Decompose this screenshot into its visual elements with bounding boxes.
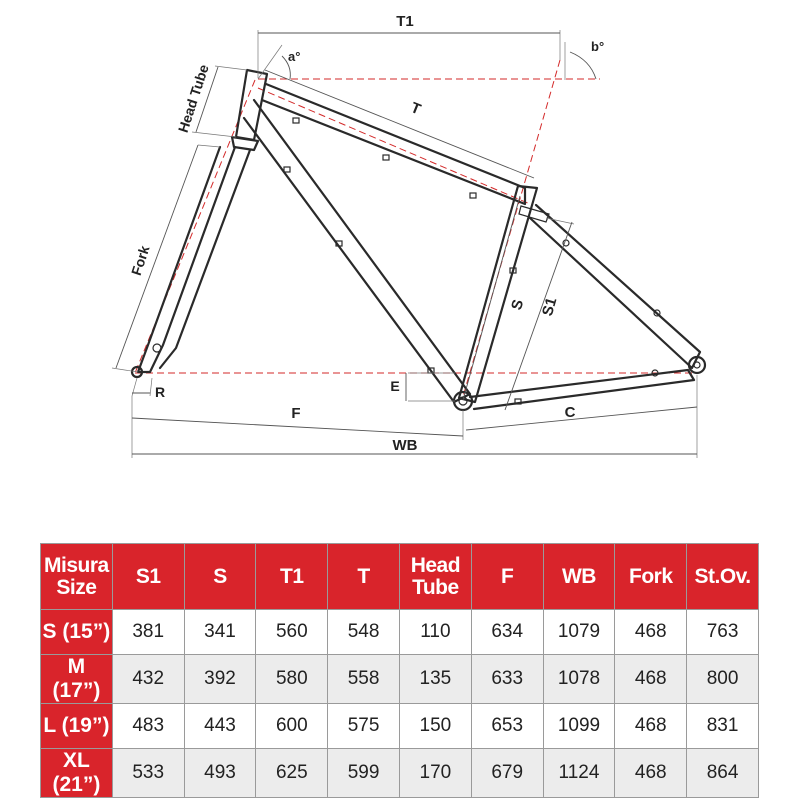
table-cell: 763 <box>687 610 759 655</box>
table-cell: 1099 <box>543 704 615 749</box>
table-cell: 392 <box>184 655 256 704</box>
table-cell: 341 <box>184 610 256 655</box>
table-cell: 135 <box>399 655 471 704</box>
label-e: E <box>390 378 400 394</box>
table-corner-header <box>41 544 113 610</box>
label-wb: WB <box>392 437 418 454</box>
corner-line-1: Misura <box>44 553 109 577</box>
size-label: XL (21”) <box>41 749 113 798</box>
table-cell: 468 <box>615 655 687 704</box>
column-header-label: Tube <box>412 575 459 599</box>
table-row <box>41 610 759 655</box>
label-r: R <box>154 384 166 400</box>
column-header-label: S <box>213 564 227 588</box>
column-header-label: F <box>501 564 514 588</box>
size-label: M (17”) <box>41 655 113 704</box>
column-header-label: S1 <box>135 564 161 588</box>
table-cell: 560 <box>256 610 328 655</box>
table-cell: 548 <box>328 610 400 655</box>
size-label: S (15”) <box>41 610 113 655</box>
label-b-angle: b° <box>591 39 605 54</box>
size-label: L (19”) <box>41 704 113 749</box>
column-header <box>615 544 687 610</box>
corner-line-2: Size <box>56 575 97 599</box>
label-c: C <box>564 404 576 421</box>
table-cell: 381 <box>112 610 184 655</box>
table-cell: 533 <box>112 749 184 798</box>
table-cell: 432 <box>112 655 184 704</box>
dimension-labels <box>128 13 604 454</box>
table-cell: 599 <box>328 749 400 798</box>
table-header-row <box>41 544 759 610</box>
table-cell: 679 <box>471 749 543 798</box>
column-header <box>399 544 471 610</box>
table-cell: 468 <box>615 704 687 749</box>
table-cell: 575 <box>328 704 400 749</box>
column-header <box>184 544 256 610</box>
table-cell: 1079 <box>543 610 615 655</box>
table-cell: 170 <box>399 749 471 798</box>
table-cell: 150 <box>399 704 471 749</box>
label-s1: S1 <box>538 295 561 318</box>
table-cell: 633 <box>471 655 543 704</box>
column-header <box>543 544 615 610</box>
column-header-label: T1 <box>280 564 304 588</box>
table-cell: 600 <box>256 704 328 749</box>
table-cell: 864 <box>687 749 759 798</box>
column-header-label: Fork <box>629 564 673 588</box>
table-cell: 1124 <box>543 749 615 798</box>
label-s: S <box>508 297 528 312</box>
label-f: F <box>291 405 301 422</box>
table-row <box>41 704 759 749</box>
table-cell: 634 <box>471 610 543 655</box>
bike-frame <box>132 70 705 410</box>
table-cell: 625 <box>256 749 328 798</box>
column-header <box>256 544 328 610</box>
table-cell: 1078 <box>543 655 615 704</box>
column-header <box>471 544 543 610</box>
column-header <box>112 544 184 610</box>
table-cell: 468 <box>615 610 687 655</box>
table-cell: 468 <box>615 749 687 798</box>
label-a-angle: a° <box>288 49 301 64</box>
table-cell: 831 <box>687 704 759 749</box>
label-head-tube: Head Tube <box>174 62 212 135</box>
table-cell: 483 <box>112 704 184 749</box>
size-geometry-table <box>40 543 759 798</box>
table-cell: 110 <box>399 610 471 655</box>
table-row <box>41 655 759 704</box>
column-header <box>687 544 759 610</box>
table-cell: 493 <box>184 749 256 798</box>
table-cell: 580 <box>256 655 328 704</box>
column-header-label: Head <box>410 553 461 577</box>
table-cell: 443 <box>184 704 256 749</box>
label-fork: Fork <box>127 243 153 278</box>
table-cell: 800 <box>687 655 759 704</box>
label-t1: T1 <box>396 13 414 30</box>
column-header-label: WB <box>561 564 596 588</box>
column-header-label: T <box>357 564 370 588</box>
table-cell: 558 <box>328 655 400 704</box>
table-row <box>41 749 759 798</box>
label-t: T <box>408 99 424 119</box>
column-header-label: St.Ov. <box>694 564 751 588</box>
table-cell: 653 <box>471 704 543 749</box>
column-header <box>328 544 400 610</box>
